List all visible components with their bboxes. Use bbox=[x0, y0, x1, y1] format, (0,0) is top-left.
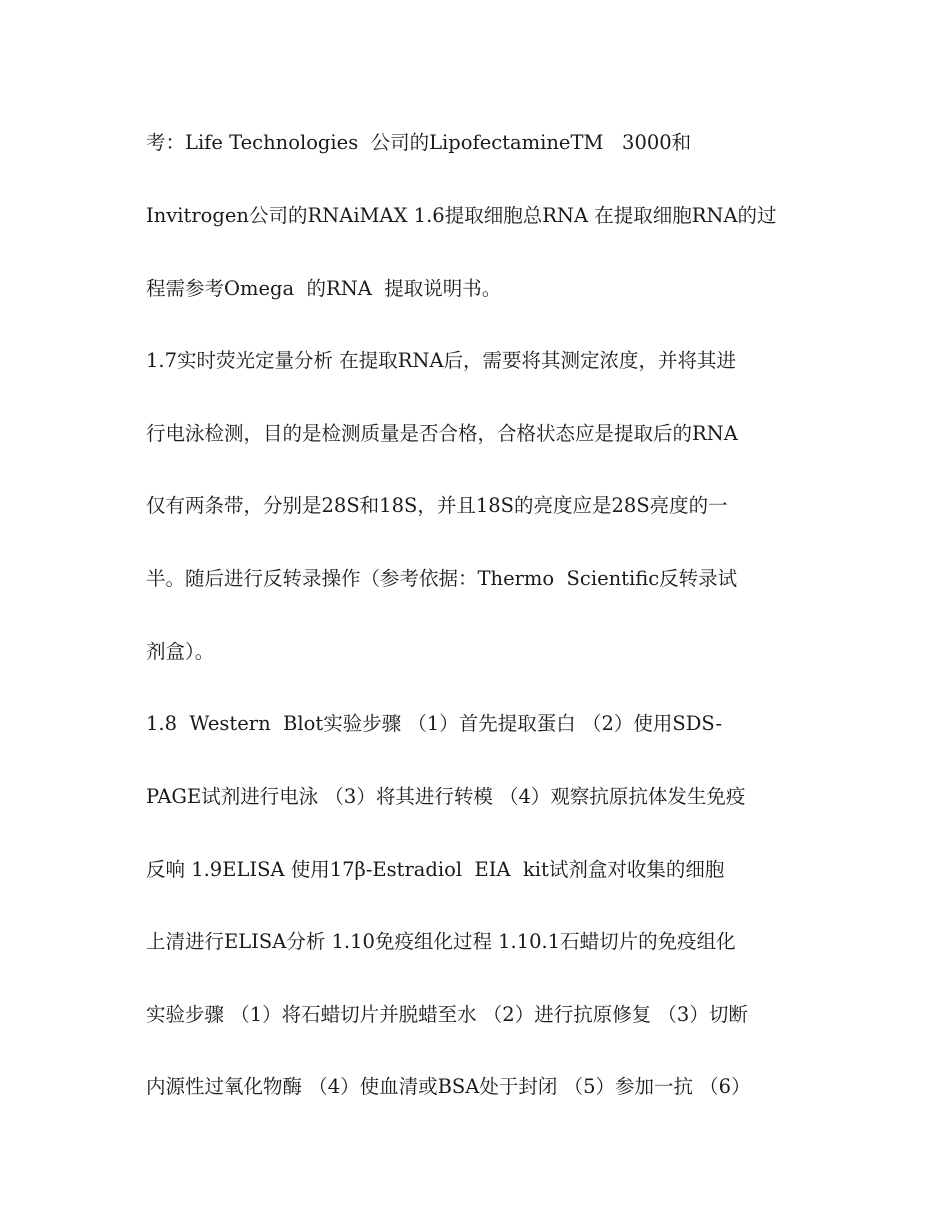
text-line: 实验步骤 （1）将石蜡切片并脱蜡至水 （2）进行抗原修复 （3）切断 bbox=[146, 1003, 748, 1026]
text-line: 上清进行ELISA分析 1.10免疫组化过程 1.10.1石蜡切片的免疫组化 bbox=[146, 930, 736, 953]
text-line: 1.7实时荧光定量分析 在提取RNA后，需要将其测定浓度，并将其进 bbox=[146, 349, 737, 372]
text-line: 反响 1.9ELISA 使用17β-Estradiol EIA kit试剂盒对收集的细胞 bbox=[146, 858, 725, 881]
text-line: 程需参考Omega 的RNA 提取说明书。 bbox=[146, 277, 502, 300]
text-line: 1.8 Western Blot实验步骤 （1）首先提取蛋白 （2）使用SDS- bbox=[146, 712, 723, 735]
text-line: 行电泳检测，目的是检测质量是否合格，合格状态应是提取后的RNA bbox=[146, 422, 738, 445]
text-line: 考：Life Technologies 公司的LipofectamineTM 3000和 bbox=[146, 131, 692, 154]
text-line: Invitrogen公司的RNAiMAX 1.6提取细胞总RNA 在提取细胞RNA的过 bbox=[146, 204, 777, 227]
text-line: PAGE试剂进行电泳 （3）将其进行转模 （4）观察抗原抗体发生免疫 bbox=[146, 785, 746, 808]
text-line: 剂盒）。 bbox=[146, 640, 215, 663]
text-line: 半。随后进行反转录操作（参考依据：Thermo Scientific反转录试 bbox=[146, 567, 738, 590]
text-line: 内源性过氧化物酶 （4）使血清或BSA处于封闭 （5）参加一抗 （6） bbox=[146, 1075, 751, 1098]
text-line: 仅有两条带，分别是28S和18S，并且18S的亮度应是28S亮度的一 bbox=[146, 494, 728, 517]
